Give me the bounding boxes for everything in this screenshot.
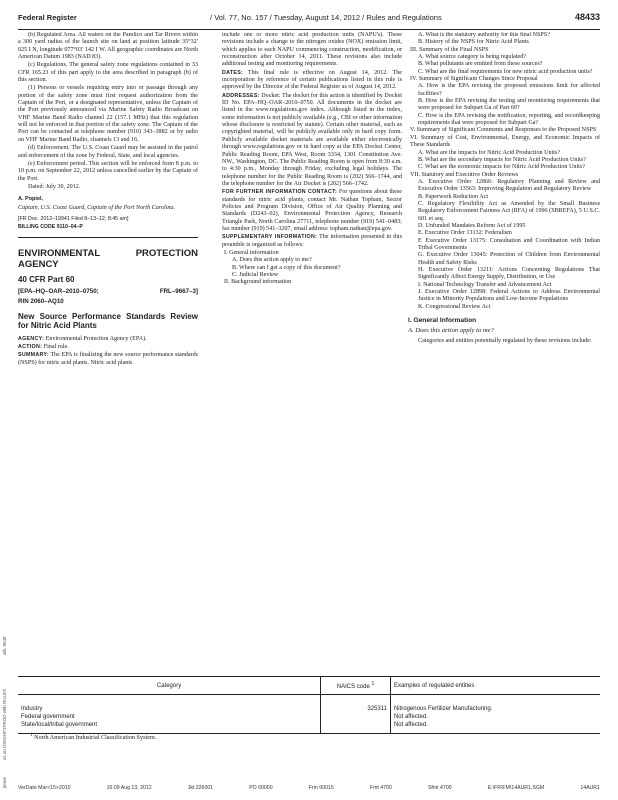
toc-item: A. Executive Order 12866: Regulatory Planning and Review and Executive Order 13563: Improving Regulation and Regulatory Review: [418, 178, 600, 193]
column-1: [18, 32, 198, 677]
toc-item: A. How is the EPA revising the proposed emissions limit for affected facilities?: [418, 83, 600, 97]
toc-item: J. Executive Order 12898: Federal Actions to Address Environmental Justice in Minority Populations and Low-Income Populations: [418, 289, 600, 303]
toc-item: B. History of the NSPS for Nitric Acid Plants: [418, 39, 529, 46]
margin-text: zs on DSK5HP1PROD with RULES: [2, 688, 7, 760]
toc-item: B. How is the EPA revising the testing and monitoring requirements that were proposed for Subpart Ga of Part 60?: [418, 98, 600, 112]
cell-example: Not affected.: [390, 721, 600, 734]
cell-category: Industry: [21, 706, 43, 712]
toc-item: K. Congressional Review Act: [418, 303, 491, 310]
margin-text: jenne: [2, 776, 7, 788]
paragraph: Categories and entities potentially regulated by these revisions include:: [418, 337, 592, 344]
paragraph: (e) Enforcement period. This section will be enforced from 8 p.m. to 10 p.m. on September 22, 2012 unless cancelled earlier by the Captain of the Port.: [18, 160, 198, 182]
docket-id: [EPA–HQ–OAR–2010–0750;: [18, 287, 99, 295]
table-of-contents: [222, 250, 402, 287]
toc-item: A. What are the impacts for Nitric Acid Production Units?: [418, 149, 561, 156]
fr-doc-line: [FR Doc. 2012–19941 Filed 8–13–12; 8:45 am]: [18, 215, 129, 222]
footer-field: VerDate Mar<15>2010: [18, 785, 71, 791]
footer-field: Frm 00015: [308, 785, 334, 791]
toc-item: VII. Statutory and Executive Order Reviews: [410, 171, 519, 178]
print-footer: [18, 785, 600, 791]
cell-category: Federal government: [21, 714, 75, 720]
toc-item: F. Executive Order 13175: Consultation and Coordination with Indian Tribal Governments: [418, 237, 600, 251]
paragraph: include one or more nitric acid production units (NAPU's). These revisions include a change to the nitrogen oxides (NOX) emission limit, which applies to each NAPU commencing construction, modification, or reconstruction after October 14, 2011. These revisions also include additional testing and monitoring requirements.: [222, 32, 402, 68]
column-2: [222, 32, 402, 677]
signer-name: A. Popiel,: [18, 196, 44, 203]
toc-item: B. What pollutants are emitted from these sources?: [418, 61, 543, 68]
margin-text: alh. 8548: [2, 636, 7, 655]
paragraph: (c) Regulations. The general safety zone regulations contained in 33 CFR 165.23 of this part apply to the area described in paragraph (b) of this section.: [18, 62, 198, 84]
toc-item: B. Paperwork Reduction Act: [418, 193, 489, 200]
paragraph: (d) Enforcement. The U.S. Coast Guard may be assisted in the patrol and enforcement of the zone by Federal, State, and local agencies.: [18, 145, 198, 159]
toc-item: H. Executive Order 13211: Actions Concerning Regulations That Significantly Affect Energy Supply, Distribution, or Use: [418, 267, 600, 281]
agency-field: AGENCY: Environmental Protection Agency (EPA).: [18, 335, 147, 342]
toc-item: C. How is the EPA revising the notification, reporting, and recordkeeping requirements that were proposed for Subpart Ga?: [418, 112, 600, 127]
footer-field: 16:09 Aug 13, 2012: [106, 785, 152, 791]
toc-item: C. What are the final requirements for new nitric acid production units?: [418, 68, 593, 75]
toc-item: G. Executive Order 13045: Protection of Children from Environmental Health and Safety Risks: [418, 252, 600, 266]
toc-item: III. Summary of the Final NSPS: [410, 46, 489, 53]
toc-item: C. Judicial Review: [232, 272, 279, 278]
regulated-entities-table: [18, 676, 600, 734]
toc-item: C. Regulatory Flexibility Act as Amended by the Small Business Regulatory Enforcement Fairness Act (RFA) of 1996 (SBREFA), 5 U.S.C. 601 et seq.: [418, 200, 600, 222]
toc-item: V. Summary of Significant Comments and Responses to the Proposed NSPS: [410, 127, 597, 134]
contact-field: FOR FURTHER INFORMATION CONTACT: For questions about these standards for nitric acid plants, contact Mr. Nathan Topham, Sector Policies and Program Division, Office of Air Quality Planning and Standards (D243–02), Environmental Protection Agency, Research Triangle Park, North Carolina 27711, telephone number (919) 541–0483; fax number (919) 541–3207, email address: topham.nathan@epa.gov.: [222, 189, 402, 232]
running-header: [18, 12, 600, 30]
table-of-contents-continued: [408, 32, 600, 311]
toc-item: E. Executive Order 13132: Federalism: [418, 230, 512, 237]
cell-naics: [321, 721, 391, 734]
billing-code: BILLING CODE 9110–04–P: [18, 224, 198, 237]
dated-line: Dated: July 30, 2012.: [28, 183, 81, 190]
cell-category: State/local/tribal government: [18, 721, 321, 734]
paragraph: (1) Persons or vessels requiring entry into or passage through any portion of the safety zone must first request authorization from the Captain of the Port, or a designated representative, unless the Captain of the Port previously announced via Marine Safety Radio Broadcast on VHF Marine Band Radio channel 22 (157.1 MHz) that this regulation will not be enforced in that portion of the safety zone. The Captain of the Port can be contacted at telephone number (910) 343–3882 or by radio on VHF Marine Band Radio, channels 13 and 16.: [18, 85, 198, 143]
signer-title: Captain, U.S. Coast Guard, Captain of the Port North Carolina.: [18, 204, 175, 211]
toc-item: II. Background information: [224, 279, 292, 286]
toc-item: A. What source category is being regulated?: [418, 54, 527, 61]
section-heading: I. General Information: [408, 317, 477, 325]
action-field: ACTION: Final rule.: [18, 343, 69, 350]
toc-item: B. What are the secondary impacts for Nitric Acid Production Units?: [418, 156, 586, 163]
table-row: [18, 713, 600, 721]
header-page-number: 48433: [574, 12, 600, 22]
frl-id: FRL–9667–3]: [159, 287, 198, 295]
cfr-part: 40 CFR Part 60: [18, 274, 75, 284]
paragraph: (b) Regulated Area. All waters on the Pamlico and Tar Rivers within a 300 yard radius of the launch site on land at position latitude 35°32′ 025 I N, longitude 077°03′ 142 I W. All geographic coordinates are North American Datum 1983 (NAD 83).: [18, 32, 198, 61]
cell-example: Nitrogenous Fertilizer Manufacturing.: [390, 695, 600, 714]
toc-item: D. Unfunded Mandates Reform Act of 1995: [418, 222, 526, 229]
table-footnote: $^1$ North American Industrial Classification System.: [30, 732, 157, 742]
rule-title: New Source Performance Standards Review for Nitric Acid Plants: [18, 311, 198, 331]
table-header-row: [18, 677, 600, 695]
addresses-field: ADDRESSES: Docket: The docket for this action is identified by Docket ID No. EPA–HQ–OAR–2010–0750. All documents in the docket are listed in the www.regulations.gov index. Although listed in the index, some information is not publicly available (e.g., CBI or other information whose disclosure is restricted by statute). Certain other material, such as copyrighted material, will be publicly available only in hard copy form. Publicly available docket materials are available either electronically through www.regulations.gov or in hard copy at the EPA Docket Center, Public Reading Room, EPA West, Room 3334, 1301 Constitution Ave. NW., Washington, DC. The Public Reading Room is open from 8:30 a.m. to 4:30 p.m., Monday through Friday, excluding legal holidays. The telephone number for the Public Reading Room is (202) 566–1744, and the telephone number for the Air Docket is (202) 566–1742.: [222, 92, 402, 187]
footer-field: 14AUR1: [580, 785, 600, 791]
docket-line: [18, 288, 198, 295]
rin-line: RIN 2060–AQ10: [18, 298, 64, 306]
header-naics: NAICS code $^1$: [321, 677, 391, 695]
toc-item: C. What are the economic impacts for Nitric Acid Production Units?: [418, 164, 585, 171]
supplementary-field: SUPPLEMENTARY INFORMATION: The information presented in this preamble is organized as follows:: [222, 234, 402, 248]
header-category: Category: [18, 677, 321, 695]
footer-field: PO 00000: [249, 785, 273, 791]
cell-naics: [321, 713, 391, 721]
toc-item: A. Does this action apply to me?: [232, 257, 312, 264]
header-examples: Examples of regulated entities: [390, 677, 600, 695]
toc-item: B. Where can I get a copy of this document?: [232, 264, 341, 271]
table-row: [18, 695, 600, 714]
footer-field: Fmt 4700: [369, 785, 392, 791]
cell-example: Not affected.: [390, 713, 600, 721]
toc-item: VI. Summary of Cost, Environmental, Energy, and Economic Impacts of These Standards: [410, 134, 600, 149]
dates-field: DATES: This final rule is effective on August 14, 2012. The incorporation by reference of certain publications listed in this rule is approved by the Director of the Federal Register as of August 14, 2012.: [222, 69, 402, 91]
toc-item: I. National Technology Transfer and Advancement Act: [418, 281, 552, 288]
summary-field: SUMMARY: The EPA is finalizing the new source performance standards (NSPS) for nitric acid plants. Nitric acid plants: [18, 352, 198, 366]
toc-item: A. What is the statutory authority for this final NSPS?: [418, 32, 550, 38]
footer-field: Jkt 226001: [187, 785, 214, 791]
header-volume: / Vol. 77, No. 157 / Tuesday, August 14, 2012 / Rules and Regulations: [210, 13, 442, 22]
margin-stamp: [2, 560, 14, 790]
column-3: [408, 32, 600, 677]
toc-item: IV. Summary of Significant Changes Since Proposal: [410, 76, 538, 83]
subsection-heading: A. Does this action apply to me?: [408, 327, 494, 335]
footer-field: Sfmt 4700: [427, 785, 452, 791]
cell-naics: 325311: [321, 695, 391, 714]
footer-field: E:\FR\FM\14AUR1.SGM: [487, 785, 545, 791]
header-publication: Federal Register: [18, 13, 77, 22]
toc-item: I. General information: [224, 249, 279, 256]
agency-heading: ENVIRONMENTAL PROTECTION AGENCY: [18, 247, 198, 270]
